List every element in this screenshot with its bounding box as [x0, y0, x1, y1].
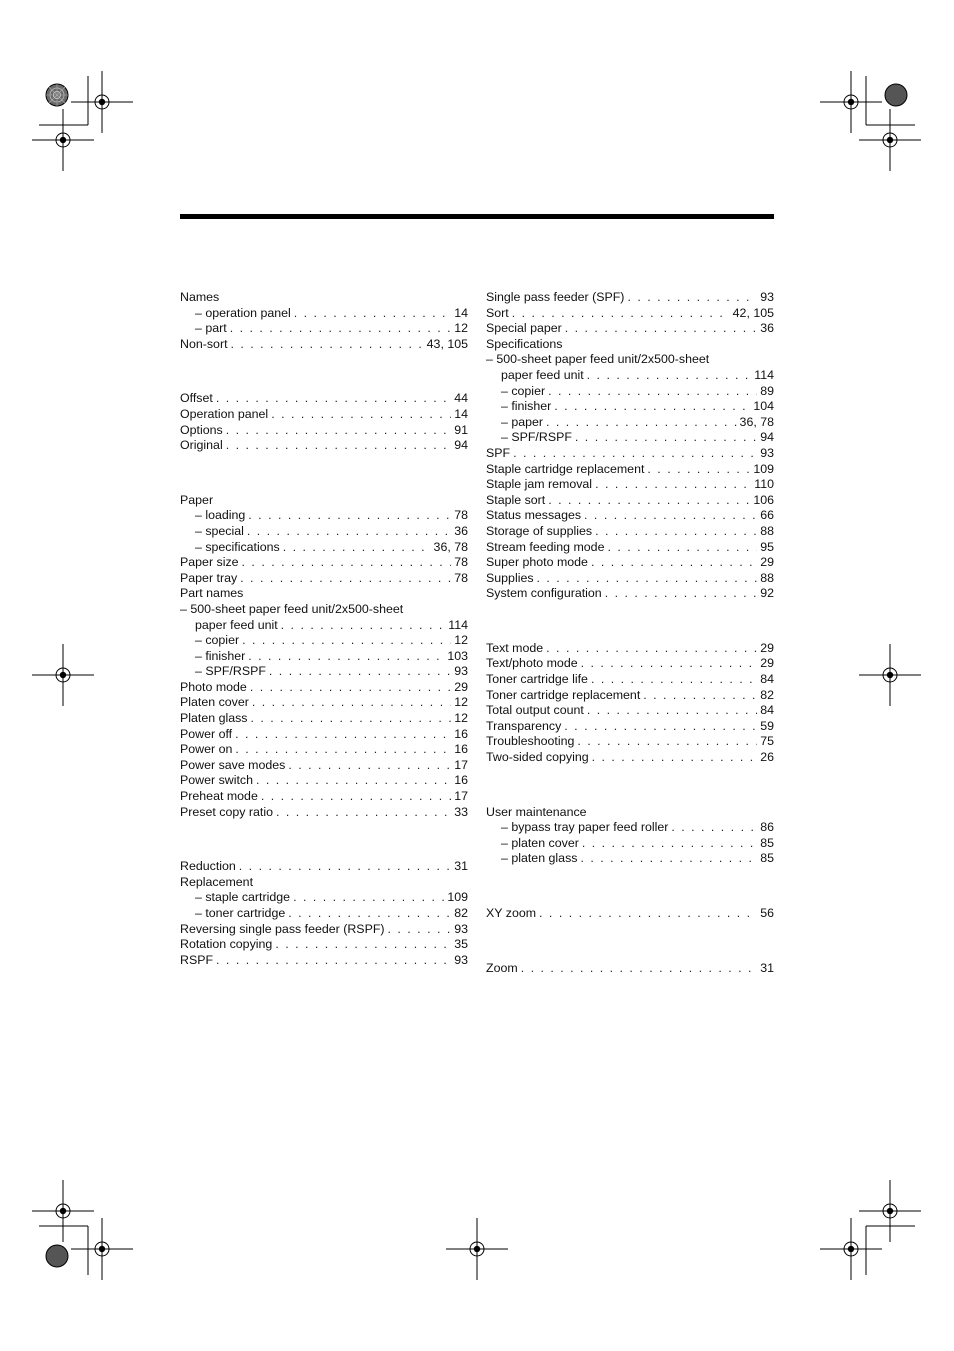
dot-leader [595, 524, 757, 540]
index-entry [180, 337, 468, 353]
page-number: 78 [454, 508, 468, 523]
index-entry [180, 321, 468, 337]
section-gap [486, 602, 774, 641]
page-number: 31 [760, 960, 774, 975]
index-entry [486, 820, 774, 836]
page-number: 16 [454, 742, 468, 757]
page-number: 29 [454, 679, 468, 694]
dot-leader [239, 859, 451, 875]
page-number: 93 [454, 664, 468, 679]
index-term: Offset [180, 391, 213, 406]
index-term: Two-sided copying [486, 750, 589, 765]
index-entry [486, 524, 774, 540]
index-term: Sort [486, 305, 509, 320]
dot-leader [275, 937, 451, 953]
dot-leader [647, 462, 750, 478]
dot-leader [548, 384, 757, 400]
index-term: Paper [180, 492, 214, 507]
index-entry [486, 836, 774, 852]
index-entry [486, 734, 774, 750]
index-entry [486, 961, 774, 977]
header-rule [180, 214, 774, 219]
registration-mark-bottom-center [446, 1218, 508, 1280]
dot-leader [293, 890, 444, 906]
index-entry [486, 399, 774, 415]
index-entry [180, 680, 468, 696]
page-number: 36 [760, 321, 774, 336]
index-entry [180, 711, 468, 727]
page-number: 43, 105 [426, 336, 468, 351]
index-heading [486, 337, 774, 353]
index-term: – SPF/RSPF [195, 664, 266, 679]
index-entry [180, 805, 468, 821]
page-number: 93 [454, 952, 468, 967]
index-entry [180, 758, 468, 774]
dot-leader [537, 571, 758, 587]
index-entry [180, 407, 468, 423]
dot-leader [281, 618, 446, 634]
page-number: 29 [760, 640, 774, 655]
dot-leader [582, 836, 757, 852]
page-number: 106 [753, 492, 774, 507]
index-entry [180, 953, 468, 969]
index-entry [486, 703, 774, 719]
index-term: Special paper [486, 321, 562, 336]
index-term: – operation panel [195, 305, 291, 320]
index-term: Replacement [180, 874, 254, 889]
dot-leader [235, 742, 451, 758]
index-term: Super photo mode [486, 555, 588, 570]
index-term: XY zoom [486, 906, 537, 920]
page-number: 85 [760, 835, 774, 850]
index-entry [180, 773, 468, 789]
index-entry [180, 922, 468, 938]
page-number: 78 [454, 555, 468, 570]
index-entry [180, 438, 468, 454]
dot-leader [251, 711, 452, 727]
page-number: 95 [760, 539, 774, 554]
page-number: 93 [454, 921, 468, 936]
page-number: 35 [454, 937, 468, 952]
index-term: Paper size [180, 555, 239, 570]
index-entry [180, 695, 468, 711]
dot-leader [248, 649, 444, 665]
section-gap [180, 454, 468, 493]
dot-leader [591, 555, 757, 571]
index-term: – copier [195, 633, 240, 648]
page-number: 26 [760, 750, 774, 765]
index-term: Original [180, 438, 223, 453]
page-number: 85 [760, 851, 774, 866]
dot-leader [627, 290, 757, 306]
index-entry [486, 688, 774, 704]
index-term: Zoom [486, 960, 518, 975]
section-gap [486, 766, 774, 805]
page-number: 66 [760, 508, 774, 523]
page-number: 89 [760, 383, 774, 398]
index-heading [180, 493, 468, 509]
index-entry [180, 937, 468, 953]
page-number: 86 [760, 820, 774, 835]
index-term: – toner cartridge [195, 906, 286, 920]
page-number: 29 [760, 555, 774, 570]
dot-leader [235, 727, 451, 743]
dot-leader [216, 391, 451, 407]
page-number: 17 [454, 789, 468, 804]
dot-leader [276, 805, 451, 821]
index-entry [486, 306, 774, 322]
dot-leader [607, 540, 757, 556]
index-term: Part names [180, 586, 244, 601]
index-term: Power save modes [180, 757, 286, 772]
index-entry [486, 540, 774, 556]
dot-leader [512, 306, 730, 322]
index-entry [486, 750, 774, 766]
index-term: – specifications [195, 539, 280, 554]
index-term: RSPF [180, 952, 214, 967]
dot-leader [564, 719, 757, 735]
registration-mark-bottom-right [820, 1180, 921, 1280]
dot-leader [231, 337, 424, 353]
index-entry [486, 477, 774, 493]
page-number: 88 [760, 523, 774, 538]
index-term: Text/photo mode [486, 656, 578, 671]
dot-leader [240, 571, 451, 587]
index-term: Text mode [486, 640, 544, 655]
dot-leader [605, 586, 758, 602]
page-number: 17 [454, 757, 468, 772]
index-term: Power on [180, 742, 233, 757]
index-entry [486, 384, 774, 400]
index-term: Preset copy ratio [180, 804, 273, 819]
dot-leader [283, 540, 431, 556]
page-number: 16 [454, 726, 468, 741]
dot-leader [595, 477, 751, 493]
dot-leader [587, 703, 757, 719]
index-column-right [486, 290, 774, 976]
index-entry [486, 851, 774, 867]
index-term: – special [195, 523, 244, 538]
index-entry [180, 633, 468, 649]
registration-mark-mid-right [859, 644, 921, 706]
page-number: 12 [454, 711, 468, 726]
page-number: 33 [454, 804, 468, 819]
index-entry [180, 618, 468, 634]
dot-leader [591, 672, 757, 688]
page-number: 14 [454, 305, 468, 320]
index-term: Troubleshooting [486, 734, 575, 749]
page-number: 36, 78 [739, 414, 774, 429]
dot-leader [554, 399, 750, 415]
dot-leader [388, 922, 452, 938]
page-number: 84 [760, 703, 774, 718]
page-number: 31 [454, 859, 468, 874]
dot-leader [294, 306, 451, 322]
dot-leader [242, 555, 452, 571]
index-entry [486, 290, 774, 306]
index-entry [486, 462, 774, 478]
index-entry [180, 524, 468, 540]
index-term: – finisher [195, 648, 246, 663]
page-number: 78 [454, 570, 468, 585]
index-term: – loading [195, 508, 246, 523]
index-entry [486, 672, 774, 688]
index-term: – bypass tray paper feed roller [501, 820, 669, 835]
index-term: Single pass feeder (SPF) [486, 290, 625, 304]
page-number: 82 [454, 906, 468, 920]
index-entry [180, 890, 468, 906]
page-number: 59 [760, 718, 774, 733]
dot-leader [216, 953, 451, 969]
index-term: Operation panel [180, 406, 269, 421]
page-number: 103 [447, 648, 468, 663]
page-number: 104 [753, 399, 774, 414]
index-entry [486, 641, 774, 657]
dot-leader [250, 680, 451, 696]
dot-leader [577, 734, 757, 750]
dot-leader [580, 851, 757, 867]
dot-leader [643, 688, 757, 704]
index-entry [180, 664, 468, 680]
dot-leader [248, 508, 451, 524]
index-term: – 500-sheet paper feed unit/2x500-sheet [486, 352, 710, 367]
index-entry [180, 859, 468, 875]
index-term: Stream feeding mode [486, 539, 605, 554]
registration-mark-bottom-left [32, 1180, 133, 1280]
index-term: Supplies [486, 570, 534, 585]
index-term: Storage of supplies [486, 523, 593, 538]
dot-leader [565, 321, 757, 337]
dot-leader [546, 641, 757, 657]
index-term: – copier [501, 383, 546, 398]
dot-leader [242, 633, 451, 649]
index-entry [180, 906, 468, 922]
index-entry [180, 423, 468, 439]
page-number: 12 [454, 321, 468, 336]
dot-leader [581, 656, 758, 672]
index-entry [180, 555, 468, 571]
index-term: – platen glass [501, 851, 578, 866]
section-gap [180, 352, 468, 391]
index-entry [486, 719, 774, 735]
index-term: Power off [180, 726, 233, 741]
index-term: – SPF/RSPF [501, 430, 572, 445]
index-term: Power switch [180, 773, 253, 788]
dot-leader [575, 430, 757, 446]
index-entry [486, 446, 774, 462]
index-entry [486, 586, 774, 602]
index-heading [486, 805, 774, 821]
index-heading [180, 290, 468, 306]
dot-leader [548, 493, 750, 509]
page-number: 82 [760, 687, 774, 702]
dot-leader [288, 758, 451, 774]
dot-leader [288, 906, 451, 922]
page-number: 93 [760, 445, 774, 460]
section-gap [486, 922, 774, 961]
dot-leader [671, 820, 757, 836]
index-heading [180, 586, 468, 602]
index-term: – paper [501, 414, 544, 429]
index-term: Rotation copying [180, 937, 273, 952]
dot-leader [271, 407, 451, 423]
index-term: Toner cartridge life [486, 672, 588, 687]
index-entry [486, 430, 774, 446]
index-term: Staple jam removal [486, 477, 593, 492]
index-term: Specifications [486, 336, 563, 351]
index-term: Reduction [180, 859, 236, 874]
index-entry [180, 391, 468, 407]
index-entry [486, 571, 774, 587]
index-term: – finisher [501, 399, 552, 414]
index-term: paper feed unit [501, 367, 584, 382]
index-term: Platen glass [180, 711, 248, 726]
page-number: 94 [760, 430, 774, 445]
index-term: – part [195, 321, 227, 336]
index-term: Staple sort [486, 492, 546, 507]
index-entry [180, 742, 468, 758]
index-term: Staple cartridge replacement [486, 461, 645, 476]
index-term: Names [180, 290, 220, 304]
page-number: 88 [760, 570, 774, 585]
index-term: Paper tray [180, 570, 238, 585]
index-term: Toner cartridge replacement [486, 687, 641, 702]
page-number: 109 [447, 890, 468, 905]
index-term: Platen cover [180, 695, 249, 710]
page-number: 84 [760, 672, 774, 687]
page-number: 92 [760, 586, 774, 601]
dot-leader [226, 423, 452, 439]
index-entry [486, 555, 774, 571]
page-number: 12 [454, 695, 468, 710]
index-term: Total output count [486, 703, 584, 718]
dot-leader [226, 438, 452, 454]
index-entry [486, 656, 774, 672]
dot-leader [587, 368, 752, 384]
index-heading [486, 352, 774, 368]
index-heading [180, 875, 468, 891]
page-number: 75 [760, 734, 774, 749]
page-number: 44 [454, 391, 468, 406]
page-number: 114 [754, 367, 774, 382]
index-term: – platen cover [501, 835, 579, 850]
registration-mark-top-right [820, 71, 921, 171]
page-number: 42, 105 [732, 305, 774, 320]
section-gap [486, 867, 774, 906]
registration-mark-top-left [32, 71, 133, 171]
index-term: Status messages [486, 508, 582, 523]
index-entry [486, 508, 774, 524]
index-term: – staple cartridge [195, 890, 291, 905]
section-gap [180, 820, 468, 859]
index-entry [180, 789, 468, 805]
index-entry [180, 727, 468, 743]
index-entry [486, 493, 774, 509]
index-entry [180, 540, 468, 556]
dot-leader [592, 750, 758, 766]
index-entry [180, 306, 468, 322]
page-number: 110 [754, 477, 774, 492]
index-entry [486, 368, 774, 384]
index-term: Preheat mode [180, 789, 258, 804]
index-term: Non-sort [180, 336, 228, 351]
page-number: 93 [760, 290, 774, 304]
index-term: SPF [486, 445, 511, 460]
dot-leader [256, 773, 451, 789]
index-term: User maintenance [486, 804, 587, 819]
dot-leader [546, 415, 737, 431]
index-term: Options [180, 422, 223, 437]
page-number: 36 [454, 523, 468, 538]
page-number: 56 [760, 906, 774, 920]
index-term: System configuration [486, 586, 602, 601]
registration-mark-mid-left [32, 644, 94, 706]
index-term: Reversing single pass feeder (RSPF) [180, 921, 385, 936]
index-heading [180, 602, 468, 618]
dot-leader [513, 446, 757, 462]
dot-leader [261, 789, 451, 805]
dot-leader [539, 906, 757, 922]
page-number: 16 [454, 773, 468, 788]
page-number: 36, 78 [433, 539, 468, 554]
index-entry [486, 321, 774, 337]
page-number: 94 [454, 438, 468, 453]
index-term: Transparency [486, 718, 562, 733]
dot-leader [584, 508, 757, 524]
dot-leader [269, 664, 451, 680]
page-number: 109 [753, 461, 774, 476]
index-term: – 500-sheet paper feed unit/2x500-sheet [180, 601, 404, 616]
index-term: Photo mode [180, 679, 247, 694]
index-column-left [180, 290, 468, 968]
page-number: 12 [454, 633, 468, 648]
index-entry [180, 571, 468, 587]
index-entry [180, 649, 468, 665]
index-entry [486, 906, 774, 922]
page-number: 29 [760, 656, 774, 671]
page-number: 91 [454, 422, 468, 437]
index-entry [180, 508, 468, 524]
index-entry [486, 415, 774, 431]
page-number: 14 [454, 406, 468, 421]
page-number: 114 [448, 617, 468, 632]
dot-leader [230, 321, 452, 337]
index-term: paper feed unit [195, 617, 278, 632]
dot-leader [247, 524, 451, 540]
dot-leader [521, 961, 758, 977]
dot-leader [252, 695, 451, 711]
